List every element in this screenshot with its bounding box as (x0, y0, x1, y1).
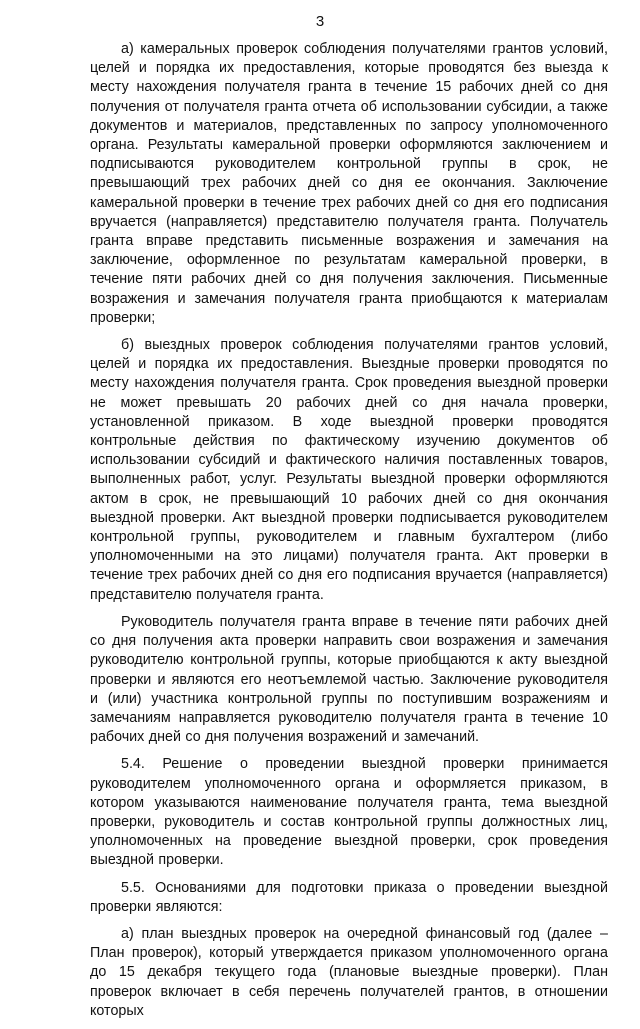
paragraph-vozrazheniya: Руководитель получателя гранта вправе в течение пяти рабочих дней со дня получения акта проверки направить свои возражения и замечания руководителю контрольной группы, которые приобщаются к акту выездной проверки и являются его неотъемлемой частью. Заключение руководителя и (или) участника контрольной группы по поступившим возражениям и замечаниям направляется руководителю получателя гранта в течение 10 рабочих дней со дня получения возражений и замечаний. (90, 613, 608, 746)
document-body (90, 40, 608, 1029)
page-number: 3 (315, 13, 325, 30)
paragraph-5-5: 5.5. Основаниями для подготовки приказа о проведении выездной проверки являются: (90, 879, 608, 915)
paragraph-plan-proverok: а) план выездных проверок на очередной финансовый год (далее – План проверок), который утверждается приказом уполномоченного органа до 15 декабря текущего года (плановые выездные проверки). План проверок включает в себя перечень получателей грантов, в отношении которых (90, 925, 608, 1019)
paragraph-kameralnye-proverki: а) камеральных проверок соблюдения получателями грантов условий, целей и порядка их предоставления, которые проводятся без выезда к месту нахождения получателя гранта в течение 15 рабочих дней со дня получения от получателя гранта отчета об использовании субсидии, а также документов и материалов, представленных по запросу уполномоченного органа. Результаты камеральной проверки оформляются заключением и подписываются руководителем контрольной группы в срок, не превышающий трех рабочих дней со дня ее окончания. Заключение камеральной проверки в течение трех рабочих дней со дня его подписания вручается (направляется) представителю получателя гранта. Получатель гранта вправе представить письменные возражения и замечания на заключение, оформленное по результатам камеральной проверки, в течение пяти рабочих дней со дня получения заключения. Письменные возражения и замечания получателя гранта приобщаются к материалам проверки; (90, 41, 608, 326)
paragraph-vyezdnye-proverki: б) выездных проверок соблюдения получателями грантов условий, целей и порядка их предоставления. Выездные проверки проводятся по месту нахождения получателя гранта. Срок проведения выездной проверки не может превышать 20 рабочих дней со дня начала проверки, установленной приказом. В ходе выездной проверки проводятся контрольные действия по фактическому изучению документов об использовании субсидий и фактического наличия поставленных товаров, выполненных работ, услуг. Результаты выездной проверки оформляются актом в срок, не превышающий 10 рабочих дней со дня окончания выездной проверки. Акт выездной проверки подписывается руководителем контрольной группы, руководителем и главным бухгалтером (либо уполномоченными на это лицами) получателя гранта. Акт проверки в течение трех рабочих дней со дня его подписания вручается (направляется) представителю получателя гранта. (90, 337, 608, 603)
paragraph-5-4: 5.4. Решение о проведении выездной проверки принимается руководителем уполномоченного органа и оформляется приказом, в котором указываются наименование получателя гранта, тема выездной проверки, руководитель и состав контрольной группы должностных лиц, уполномоченных на проведение выездной проверки, срок проведения выездной проверки. (90, 756, 608, 869)
